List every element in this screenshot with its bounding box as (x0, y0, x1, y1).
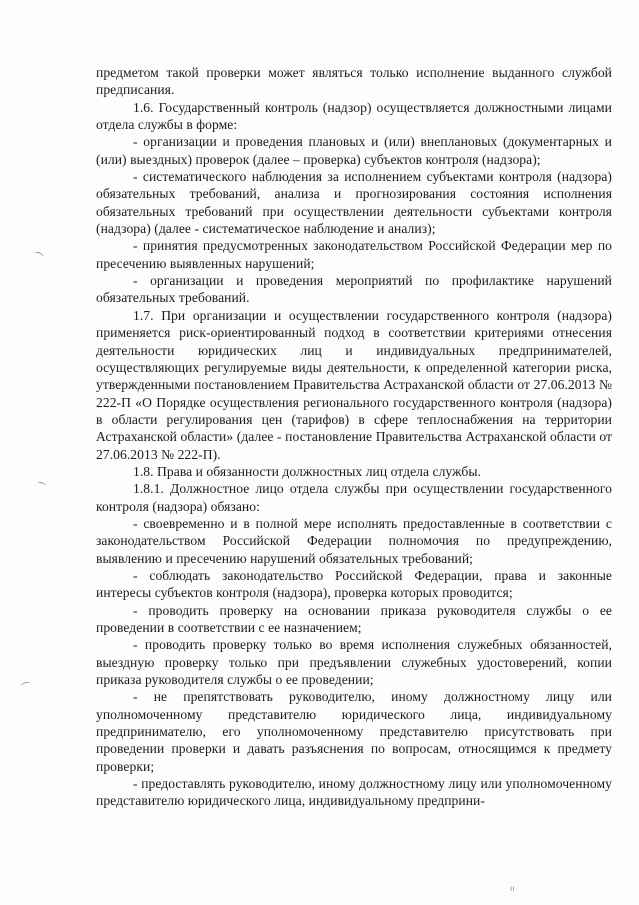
paragraph-1-6: 1.6. Государственный контроль (надзор) осуществляется должностными лицами отдела службы в форме: (96, 99, 612, 133)
margin-mark: ⌒ (31, 251, 44, 265)
list-item-measures: - принятия предусмотренных законодательством Российской Федерации мер по пресечению выявленных нарушений; (96, 238, 612, 271)
list-item-execute-powers: - своевременно и в полной мере исполнять предоставленные в соответствии с законодательством Российской Федерации полномочия по предупреждению, выявлению и пресечению нарушений обязательных требований; (96, 515, 612, 566)
document-body (96, 64, 612, 810)
margin-mark: ⌒ (34, 481, 47, 495)
margin-mark: ıı (510, 884, 515, 893)
paragraph-continuation: предметом такой проверки может являться только исполнение выданного службой предписания. (96, 65, 612, 98)
list-item-inspections: - организации и проведения плановых и (или) внеплановых (документарных и (или) выездных) проверок (далее – проверка) субъектов контроля (надзора); (96, 134, 612, 167)
list-item-not-obstruct: - не препятствовать руководителю, иному должностному лицу или уполномоченному представителю юридического лица, индивидуальному предпринимателю, его уполномоченному представителю присутствовать при проведении проверки и давать разъяснения по вопросам, относящимся к предмету проверки; (96, 689, 612, 774)
paragraph-1-7: 1.7. При организации и осуществлении государственного контроля (надзора) применяется риск-ориентированный подход в соответствии критериями отнесения деятельности юридических лиц и индивидуальных предпринимателей, осуществляющих регулируемые виды деятельности, к определенной категории риска, утвержденными постановлением Правительства Астраханской области от 27.06.2013 № 222-П «О Порядке осуществления регионального государственного контроля (надзора) в области регулирования цен (тарифов) в сфере теплоснабжения на территории Астраханской области» (далее - постановление Правительства Астраханской области от 27.06.2013 № 222-П). (96, 307, 612, 462)
list-item-systematic-observation: - систематического наблюдения за исполнением субъектами контроля (надзора) обязательных требований, анализа и прогнозирования состояния исполнения обязательных требований при осуществлении деятельности субъектами контроля (надзора) (далее - систематическое наблюдение и анализ); (96, 169, 612, 237)
list-item-working-hours: - проводить проверку только во время исполнения служебных обязанностей, выездную проверку только при предъявлении служебных удостоверений, копии приказа руководителя службы о ее проведении; (96, 637, 612, 688)
margin-mark: ⌒ (20, 682, 33, 695)
list-item-observe-law: - соблюдать законодательство Российской Федерации, права и законные интересы субъектов контроля (надзора), проверка которых проводится; (96, 567, 612, 601)
list-item-order-basis: - проводить проверку на основании приказа руководителя службы о ее проведении в соответствии с ее назначением; (96, 602, 612, 635)
list-item-prevention: - организации и проведения мероприятий по профилактике нарушений обязательных требований. (96, 273, 612, 306)
paragraph-1-8: 1.8. Права и обязанности должностных лиц отдела службы. (133, 463, 481, 479)
list-item-provide: - предоставлять руководителю, иному должностному лицу или уполномоченному представителю юридического лица, индивидуальному предприни- (96, 776, 612, 809)
paragraph-1-8-1: 1.8.1. Должностное лицо отдела службы при осуществлении государственного контроля (надзора) обязано: (96, 481, 612, 514)
